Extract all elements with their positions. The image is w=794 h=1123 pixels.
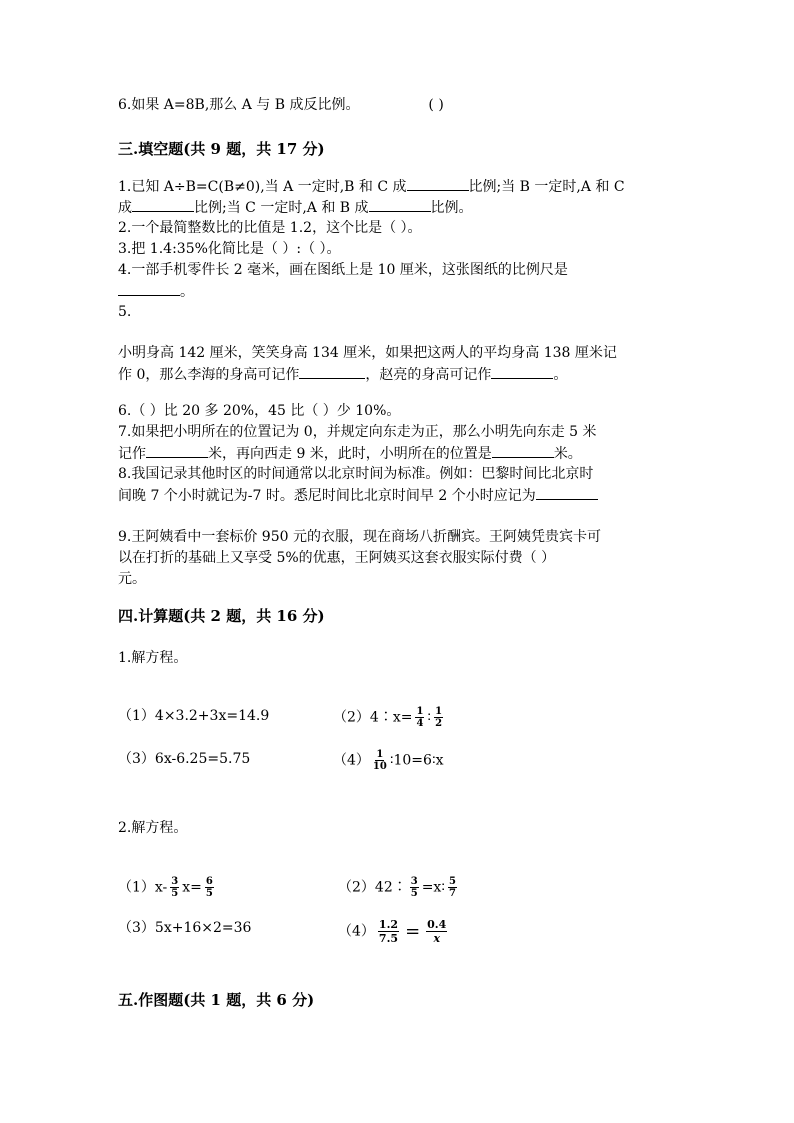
fill-q9-line3: 元。 — [118, 571, 146, 587]
answer-blank[interactable] — [536, 485, 598, 500]
fill-q8-line1: 8.我国记录其他时区的时间通常以北京时间为标准。例如：巴黎时间比北京时 — [118, 466, 594, 482]
calc1-equation-1: （1）4×3.2+3x=14.9 — [118, 708, 270, 724]
fill-q1-line2: 成 比例;当 C 一定时,A 和 B 成 比例。 — [118, 197, 473, 218]
fraction: $\frac{3}{5}$ — [410, 876, 418, 899]
calc2-heading: 2.解方程。 — [118, 820, 188, 836]
fill-q9-line2: 以在打折的基础上又享受 5%的优惠，王阿姨买这套衣服实际付费（ ） — [118, 550, 556, 566]
fraction: $\frac{6}{5}$ — [205, 876, 213, 899]
fraction: $\frac{1}{10}$ — [372, 749, 387, 772]
section-5-title: 五.作图题(共 1 题，共 6 分) — [118, 991, 315, 1009]
answer-blank[interactable] — [146, 443, 208, 458]
fill-q5-line2: 作 0，那么李海的身高可记作 ，赵亮的身高可记作 。 — [118, 364, 567, 385]
fraction: $\frac{1.2}{7.5}$ — [378, 918, 399, 945]
calc1-heading: 1.解方程。 — [118, 650, 188, 666]
answer-blank[interactable] — [369, 197, 431, 212]
calc2-equation-2: （2）42∶ $\frac{3}{5}$ =x∶ $\frac{5}{7}$ — [338, 876, 456, 899]
calc1-equation-3: （3）6x-6.25=5.75 — [118, 751, 251, 767]
calc2-equation-3: （3）5x+16×2=36 — [118, 920, 252, 936]
fill-q2: 2.一个最简整数比的比值是 1.2，这个比是（ ）。 — [118, 220, 422, 236]
calc1-equation-4: （4） $\frac{1}{10}$ ∶10=6∶x — [333, 749, 444, 772]
fill-q4-line1: 4.一部手机零件长 2 毫米，画在图纸上是 10 厘米，这张图纸的比例尺是 — [118, 262, 568, 278]
calc2-equation-1: （1）x- $\frac{3}{5}$ x= $\frac{6}{5}$ — [118, 876, 213, 899]
fill-q9-line1: 9.王阿姨看中一套标价 950 元的衣服，现在商场八折酬宾。王阿姨凭贵宾卡可 — [118, 529, 601, 545]
fill-q4-line2: 。 — [118, 281, 194, 302]
fraction: $\frac{1}{2}$ — [435, 706, 443, 729]
fill-q6: 6.（ ）比 20 多 20%，45 比（ ）少 10%。 — [118, 403, 401, 419]
fill-q8-line2: 间晚 7 个小时就记为-7 时。悉尼时间比北京时间早 2 个小时应记为 — [118, 485, 598, 506]
judge-q6-text: 6.如果 A=8B,那么 A 与 B 成反比例。 — [118, 97, 360, 113]
fill-q3: 3.把 1.4:35%化简比是（ ）:（ ）。 — [118, 241, 341, 257]
fill-q5-line1: 小明身高 142 厘米，笑笑身高 134 厘米，如果把这两人的平均身高 138 厘米记 — [118, 345, 617, 361]
fraction: $\frac{3}{5}$ — [171, 876, 179, 899]
answer-paren: ( ) — [428, 97, 444, 113]
fill-q1-line1: 1.已知 A÷B=C(B≠0),当 A 一定时,B 和 C 成 比例;当 B 一定时,A 和 C — [118, 176, 625, 197]
answer-blank[interactable] — [118, 281, 180, 296]
answer-blank[interactable] — [299, 364, 365, 379]
fraction: $\frac{0.4}{x}$ — [427, 918, 447, 945]
fill-q5-number: 5. — [118, 304, 132, 320]
answer-blank[interactable] — [492, 443, 554, 458]
judge-question-6 — [118, 95, 444, 115]
fraction: $\frac{5}{7}$ — [448, 876, 456, 899]
calc2-equation-4: （4） $\frac{1.2}{7.5}$ = $\frac{0.4}{x}$ — [338, 918, 447, 945]
fill-q7-line1: 7.如果把小明所在的位置记为 0，并规定向东走为正，那么小明先向东走 5 米 — [118, 424, 597, 440]
fraction: $\frac{1}{4}$ — [416, 706, 424, 729]
fill-q7-line2: 记作 米，再向西走 9 米，此时，小明所在的位置是 米。 — [118, 443, 582, 464]
section-4-title: 四.计算题(共 2 题，共 16 分) — [118, 607, 325, 625]
answer-blank[interactable] — [132, 197, 194, 212]
answer-blank[interactable] — [407, 176, 469, 191]
answer-blank[interactable] — [491, 364, 553, 379]
section-3-title: 三.填空题(共 9 题，共 17 分) — [118, 140, 325, 158]
calc1-equation-2: （2）4∶x= $\frac{1}{4}$ ∶ $\frac{1}{2}$ — [333, 706, 443, 729]
